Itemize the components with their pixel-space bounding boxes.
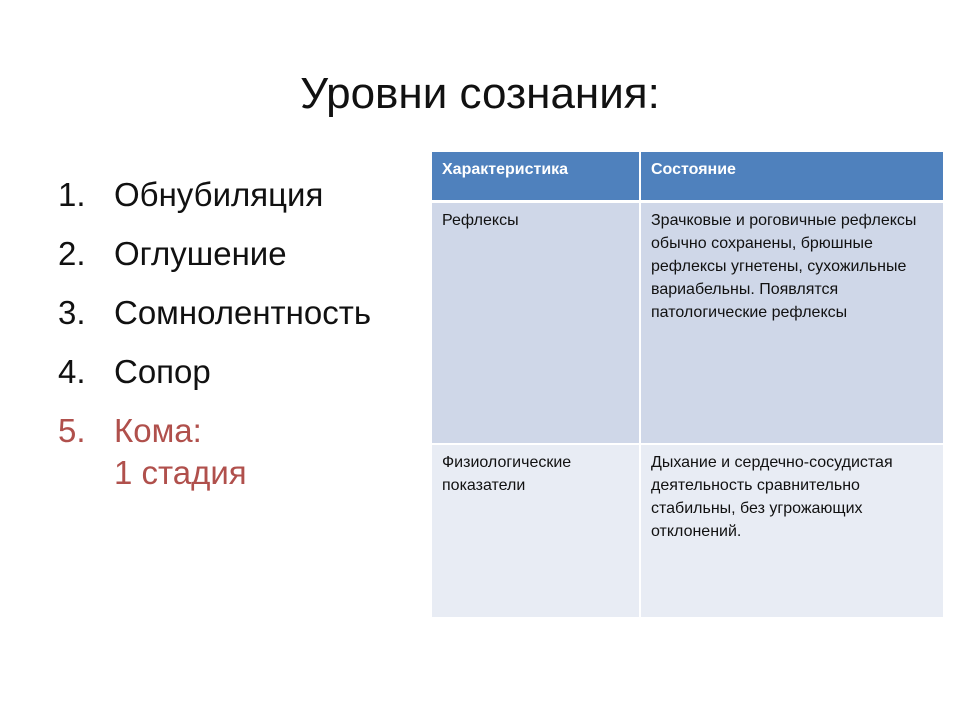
list-item-number: 5. bbox=[58, 412, 86, 449]
column-header-state: Состояние bbox=[640, 152, 943, 202]
table-header-row bbox=[432, 152, 943, 202]
table-cell-characteristic: Физиологические показатели bbox=[432, 444, 640, 618]
list-item bbox=[58, 174, 428, 216]
table-cell-characteristic: Рефлексы bbox=[432, 202, 640, 445]
list-item-number: 1. bbox=[58, 176, 86, 213]
slide-title: Уровни сознания: bbox=[300, 69, 660, 118]
table-cell-state: Дыхание и сердечно-сосудистая деятельность сравнительно стабильны, без угрожающих отклонений. bbox=[640, 444, 943, 618]
table-row bbox=[432, 202, 943, 445]
consciousness-levels-list bbox=[58, 174, 428, 511]
list-item-label: Сопор bbox=[114, 353, 211, 390]
list-item bbox=[58, 351, 428, 393]
list-item bbox=[58, 233, 428, 275]
list-item bbox=[58, 292, 428, 334]
list-item-label: Обнубиляция bbox=[114, 176, 324, 213]
characteristics-table bbox=[432, 152, 943, 619]
list-item-highlighted bbox=[58, 410, 428, 494]
table-cell-state: Зрачковые и роговичные рефлексы обычно сохранены, брюшные рефлексы угнетены, сухожильные вариабельны. Появлятся патологические рефлексы bbox=[640, 202, 943, 445]
list-item-label: Кома: 1 стадия bbox=[114, 412, 247, 491]
list-item-number: 2. bbox=[58, 235, 86, 272]
column-header-characteristic: Характеристика bbox=[432, 152, 640, 202]
list-item-label: Оглушение bbox=[114, 235, 287, 272]
list-item-number: 3. bbox=[58, 294, 86, 331]
list-item-number: 4. bbox=[58, 353, 86, 390]
list-item-label: Сомнолентность bbox=[114, 294, 372, 331]
table-row bbox=[432, 444, 943, 618]
